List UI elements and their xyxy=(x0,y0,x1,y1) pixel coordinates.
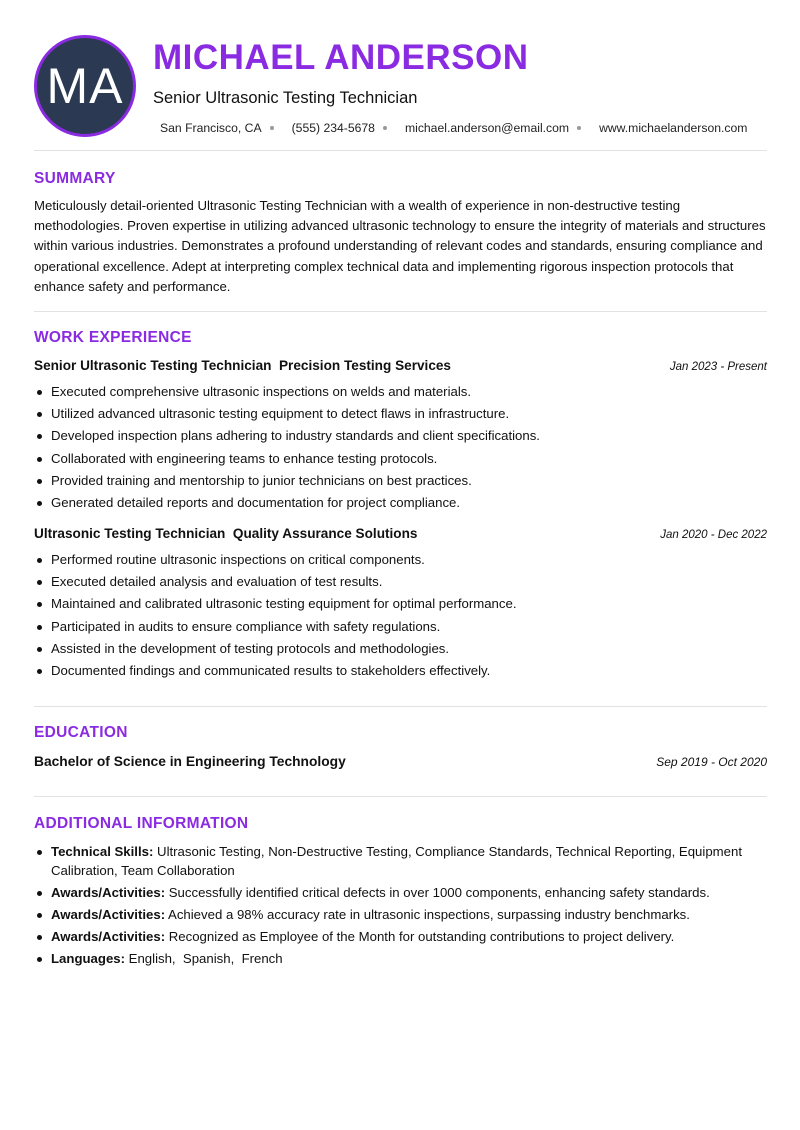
list-item xyxy=(34,843,769,880)
item-label: Languages: xyxy=(51,951,126,967)
job-title: Senior Ultrasonic Testing Technician xyxy=(153,89,418,107)
education-heading: EDUCATION xyxy=(34,724,128,741)
divider xyxy=(34,706,767,707)
job-role: Ultrasonic Testing Technician Quality Assurance Solutions xyxy=(34,526,418,541)
job-date: Jan 2020 - Dec 2022 xyxy=(660,529,767,541)
additional-information-heading: ADDITIONAL INFORMATION xyxy=(34,815,249,832)
list-item: Developed inspection plans adhering to industry standards and client specifications. xyxy=(34,425,769,447)
divider xyxy=(34,150,767,151)
contact-website[interactable]: www.michaelanderson.com xyxy=(599,121,748,135)
item-text: Successfully identified critical defects in over 1000 components, enhancing safety standards. xyxy=(165,884,710,900)
education-entry xyxy=(34,754,767,769)
item-text: Achieved a 98% accuracy rate in ultrasonic inspections, surpassing industry benchmarks. xyxy=(165,906,690,922)
contact-bar xyxy=(160,121,747,135)
list-item: Assisted in the development of testing protocols and methodologies. xyxy=(34,638,769,660)
list-item: Utilized advanced ultrasonic testing equipment to detect flaws in infrastructure. xyxy=(34,403,769,425)
avatar: MA xyxy=(34,35,136,137)
list-item: Performed routine ultrasonic inspections on critical components. xyxy=(34,549,769,571)
list-item: Provided training and mentorship to junior technicians on best practices. xyxy=(34,470,769,492)
list-item: Executed comprehensive ultrasonic inspections on welds and materials. xyxy=(34,381,769,403)
item-text: Recognized as Employee of the Month for outstanding contributions to project delivery. xyxy=(165,928,675,944)
degree-name: Bachelor of Science in Engineering Technology xyxy=(34,754,346,769)
job-role: Senior Ultrasonic Testing Technician Precision Testing Services xyxy=(34,358,451,373)
contact-phone: (555) 234-5678 xyxy=(291,121,375,135)
job-date: Jan 2023 - Present xyxy=(669,361,767,373)
divider xyxy=(34,796,767,797)
item-text: Ultrasonic Testing, Non-Destructive Testing, Compliance Standards, Technical Reporting, Equipment Calibration, Team Collaboration xyxy=(51,844,742,878)
item-label: Awards/Activities: xyxy=(51,906,166,922)
candidate-name: MICHAEL ANDERSON xyxy=(153,38,529,77)
list-item: Documented findings and communicated results to stakeholders effectively. xyxy=(34,660,769,682)
separator-dot xyxy=(383,126,387,130)
additional-info-list xyxy=(34,843,769,972)
list-item: Maintained and calibrated ultrasonic testing equipment for optimal performance. xyxy=(34,593,769,615)
summary-heading: SUMMARY xyxy=(34,170,116,187)
item-label: Technical Skills: xyxy=(51,844,154,859)
item-label: Awards/Activities: xyxy=(51,928,166,944)
list-item xyxy=(34,884,769,903)
list-item: Collaborated with engineering teams to enhance testing protocols. xyxy=(34,448,769,470)
list-item: Executed detailed analysis and evaluation of test results. xyxy=(34,571,769,593)
summary-text: Meticulously detail-oriented Ultrasonic Testing Technician with a wealth of experience in non-destructive testing methodologies. Proven expertise in utilizing advanced ultrasonic technology to ensure the integrity of materials and structures within various industries. Demonstrates a profound understanding of relevant codes and standards, ensuring compliance and operational excellence. Adept at interpreting complex technical data and implementing rigorous inspection protocols that enhance safety and performance. xyxy=(34,198,766,294)
education-date: Sep 2019 - Oct 2020 xyxy=(656,755,767,769)
job-header xyxy=(34,358,767,373)
separator-dot xyxy=(577,126,581,130)
job-header xyxy=(34,526,767,541)
list-item xyxy=(34,928,769,947)
item-label: Awards/Activities: xyxy=(51,884,166,900)
list-item: Generated detailed reports and documentation for project compliance. xyxy=(34,492,769,514)
contact-location: San Francisco, CA xyxy=(160,121,262,135)
list-item: Participated in audits to ensure compliance with safety regulations. xyxy=(34,616,769,638)
divider xyxy=(34,311,767,312)
job-bullets xyxy=(34,381,769,514)
separator-dot xyxy=(270,126,274,130)
list-item xyxy=(34,950,769,969)
job-bullets xyxy=(34,549,769,682)
work-experience-heading: WORK EXPERIENCE xyxy=(34,329,192,346)
item-text: English, Spanish, French xyxy=(125,951,283,967)
list-item xyxy=(34,906,769,925)
contact-email[interactable]: michael.anderson@email.com xyxy=(404,121,570,135)
